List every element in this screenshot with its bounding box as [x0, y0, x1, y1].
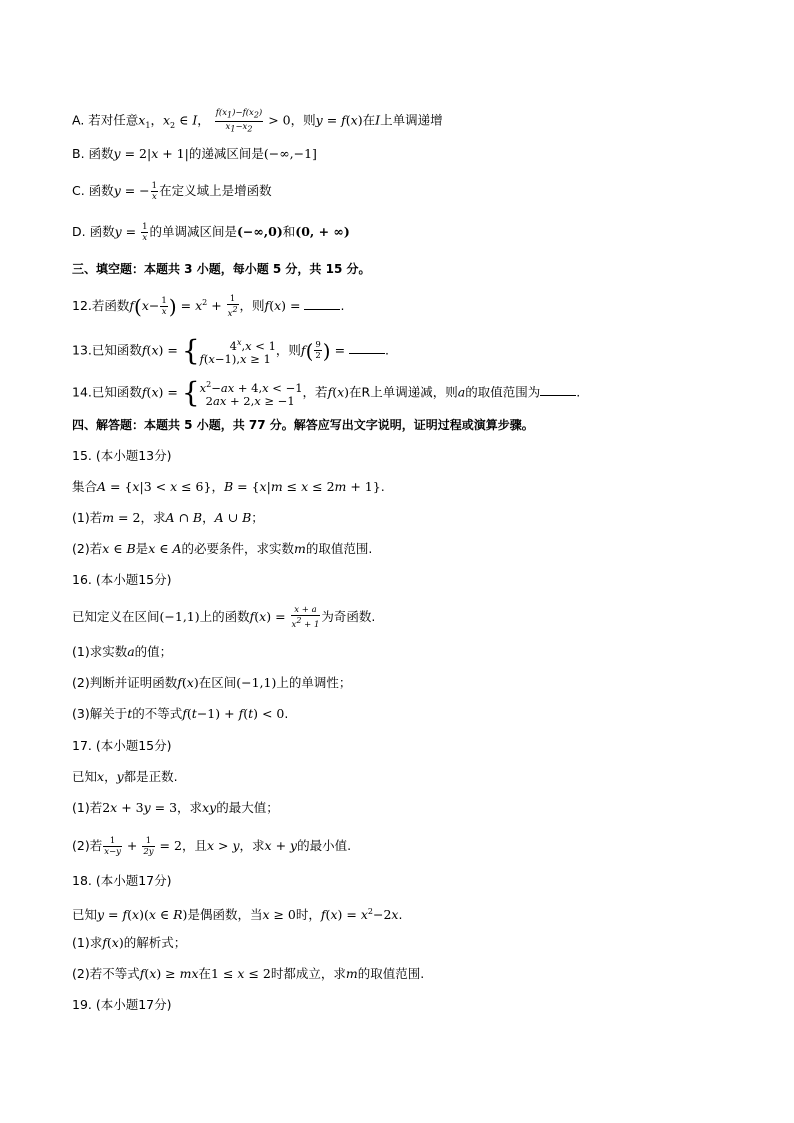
- option-d: D. 函数y = $\frac{1}{x}$ 的单调减区间是(−∞,0)和(0, + ∞): [72, 222, 350, 243]
- question-16-line4: (3)解关于t的不等式f(t−1) + f(t) < 0.: [72, 706, 289, 721]
- question-16-line1: 已知定义在区间(−1,1)上的函数f(x) = $\frac{x + a}{x^2 + 1}$ 为奇函数.: [72, 605, 376, 630]
- section-title: 四、解答题：本题共 5 小题，共 77 分。解答应写出文字说明，证明过程或演算步骤。: [72, 418, 534, 432]
- question-19-title: 19. (本小题17分): [72, 997, 172, 1012]
- option-b: B. 函数y = 2|x + 1|的递减区间是(−∞,−1]: [72, 146, 317, 161]
- question-14: 14.已知函数f(x) = { $x^2-ax + 4,x < -1$ 2ax + 2,x ≥ −1 ，若f(x)在R上单调递减，则a的取值范围为 .: [72, 375, 581, 409]
- answer-blank: [304, 297, 340, 310]
- question-16-line3: (2)判断并证明函数f(x)在区间(−1,1)上的单调性；: [72, 675, 352, 690]
- question-12: 12.若函数f(x− $\frac{1}{x}$ ) = $x^2$ + $\frac{1}{x^2}$ ，则f(x) = .: [72, 294, 345, 320]
- question-18-line2: (1)求f(x)的解析式；: [72, 935, 187, 950]
- option-c: C. 函数y = − $\frac{1}{x}$ 在定义域上是增函数: [72, 181, 272, 202]
- question-17-title: 17. (本小题15分): [72, 738, 172, 753]
- question-17-line2: (1)若2x + 3y = 3，求xy的最大值；: [72, 800, 279, 815]
- answer-blank: [540, 383, 576, 396]
- fraction: $\frac{f(x_1)-f(x_2)}{x_1-x_2}$: [215, 108, 263, 134]
- option-a: A. 若对任意$x_1$，$x_2$ ∈ I， $\frac{f(x_1)-f(x_2)}{x_1-x_2}$ > 0，则y = f(x)在I上单调递增: [72, 108, 443, 134]
- question-17-line3: (2)若 $\frac{1}{x-y}$ + $\frac{1}{2y}$ = 2，且x > y，求x + y的最小值.: [72, 836, 352, 857]
- answer-blank: [349, 341, 385, 354]
- question-16-title: 16. (本小题15分): [72, 572, 172, 587]
- question-18-title: 18. (本小题17分): [72, 873, 172, 888]
- question-18-line3: (2)若不等式f(x) ≥ mx在1 ≤ x ≤ 2时都成立，求m的取值范围.: [72, 966, 425, 981]
- question-17-line1: 已知x，y都是正数.: [72, 769, 178, 784]
- question-18-line1: 已知y = f(x)(x ∈ R)是偶函数，当x ≥ 0时，$f(x) = x^2-2x$.: [72, 907, 403, 923]
- question-13: 13.已知函数f(x) = { $4^x,x < 1$ f(x−1),x ≥ 1 ，则f( $\frac{9}{2}$ ) = .: [72, 333, 390, 367]
- question-16-line2: (1)求实数a的值；: [72, 644, 173, 659]
- question-15-line1: 集合A = {x|3 < x ≤ 6}，B = {x|m ≤ x ≤ 2m + 1}.: [72, 479, 385, 494]
- question-15-line2: (1)若m = 2，求A ∩ B，A ∪ B；: [72, 510, 264, 525]
- section-title: 三、填空题：本题共 3 小题，每小题 5 分，共 15 分。: [72, 262, 371, 276]
- question-15-line3: (2)若x ∈ B是x ∈ A的必要条件，求实数m的取值范围.: [72, 541, 373, 556]
- question-15-title: 15. (本小题13分): [72, 448, 172, 463]
